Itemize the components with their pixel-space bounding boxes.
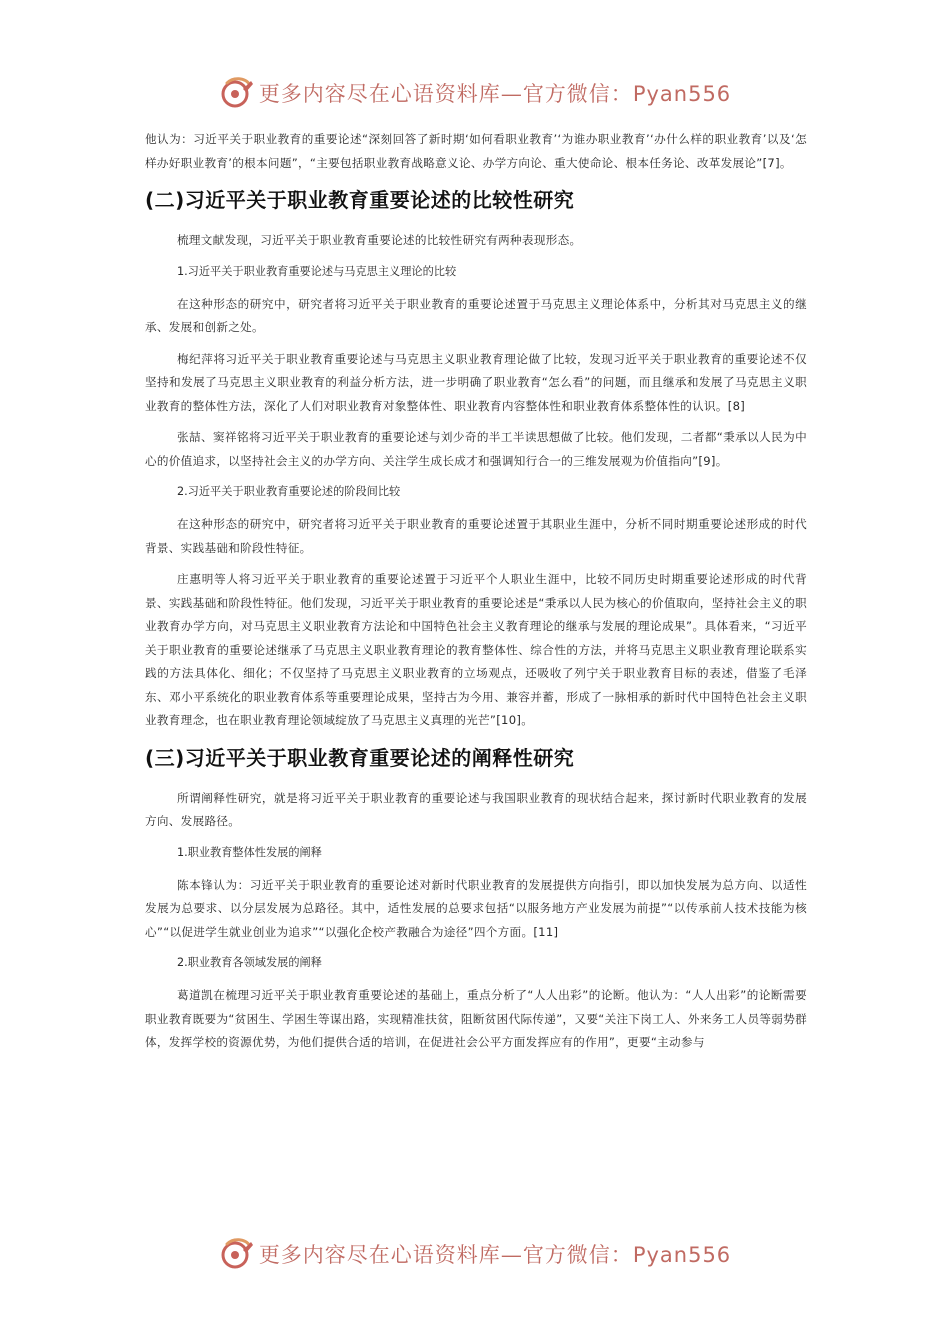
header-banner bbox=[0, 73, 950, 113]
section2-subheading-2: 2.习近平关于职业教育重要论述的阶段间比较 bbox=[177, 485, 401, 498]
section2-subheading-1: 1.习近平关于职业教育重要论述与马克思主义理论的比较 bbox=[177, 264, 457, 278]
section3-subheading-2: 2.职业教育各领域发展的阐释 bbox=[177, 956, 322, 969]
section2-sub1-paragraph-1: 在这种形态的研究中，研究者将习近平关于职业教育的重要论述置于马克思主义理论体系中，分析其对马克思主义的继承、发展和创新之处。 bbox=[145, 296, 807, 334]
section3-sub1-paragraph-1: 陈本锋认为：习近平关于职业教育的重要论述对新时代职业教育的发展提供方向指引，即以加快发展为总方向、以适性发展为总要求、以分层发展为总路径。其中，适性发展的总要求包括“以服务地方产业发展为前提”“以传承前人技术技能为核心”“以促进学生就业创业为追求”“以强化企校产教融合为途径”四个方面。[11] bbox=[145, 877, 807, 939]
section2-sub2-paragraph-2: 庄惠明等人将习近平关于职业教育的重要论述置于习近平个人职业生涯中，比较不同历史时期重要论述形成的时代背景、实践基础和阶段性特征。他们发现，习近平关于职业教育的重要论述是“秉承以人民为核心的价值取向，坚持社会主义的职业教育办学方向，对马克思主义职业教育方法论和中国特色社会主义教育理论的继承与发展的理论成果”。具体看来，“习近平关于职业教育的重要论述继承了马克思主义职业教育理论的教育整体性、综合性的方法，并将马克思主义职业教育理论联系实践的方法具体化、细化；不仅坚持了马克思主义职业教育的立场观点，还吸收了列宁关于职业教育目标的表述，借鉴了毛泽东、邓小平系统化的职业教育体系等重要理论成果，坚持古为今用、兼容并蓄，形成了一脉相承的新时代中国特色社会主义职业教育理念，也在职业教育理论领域绽放了马克思主义真理的光芒”[10]。 bbox=[145, 572, 807, 727]
section3-sub2-paragraph-1: 葛道凯在梳理习近平关于职业教育重要论述的基础上，重点分析了“人人出彩”的论断。他认为：“人人出彩”的论断需要职业教育既要为“贫困生、学困生等谋出路，实现精准扶贫，阻断贫困代际传递”，又要“关注下岗工人、外来务工人员等弱势群体，发挥学校的资源优势，为他们提供合适的培训，在促进社会公平方面发挥应有的作用”，更要“主动参与 bbox=[145, 988, 807, 1049]
section2-lead: 梳理文献发现，习近平关于职业教育重要论述的比较性研究有两种表现形态。 bbox=[177, 233, 582, 247]
intro-paragraph: 他认为：习近平关于职业教育的重要论述“深刻回答了新时期‘如何看职业教育’‘为谁办职业教育’‘办什么样的职业教育’以及‘怎样办好职业教育’的根本问题”，“主要包括职业教育战略意义论、办学方向论、重大使命论、根本任务论、改革发展论”[7]。 bbox=[145, 132, 807, 170]
section2-sub1-paragraph-2: 梅纪萍将习近平关于职业教育重要论述与马克思主义职业教育理论做了比较，发现习近平关于职业教育的重要论述不仅坚持和发展了马克思主义职业教育的利益分析方法，进一步明确了职业教育“怎么看”的问题，而且继承和发展了马克思主义职业教育的整体性方法，深化了人们对职业教育对象整体性、职业教育内容整体性和职业教育体系整体性的认识。[8] bbox=[145, 351, 807, 413]
section-heading-2: (二)习近平关于职业教育重要论述的比较性研究 bbox=[145, 188, 575, 212]
section3-lead: 所谓阐释性研究，就是将习近平关于职业教育的重要论述与我国职业教育的现状结合起来，探讨新时代职业教育的发展方向、发展路径。 bbox=[145, 790, 807, 828]
section-heading-3: (三)习近平关于职业教育重要论述的阐释性研究 bbox=[145, 745, 575, 770]
brand-logo-icon bbox=[219, 75, 255, 111]
section3-subheading-1: 1.职业教育整体性发展的阐释 bbox=[177, 845, 322, 859]
footer-banner bbox=[0, 1234, 950, 1274]
document-body bbox=[145, 128, 807, 1063]
header-banner-text: 更多内容尽在心语资料库—官方微信：Pyan556 bbox=[258, 82, 732, 106]
section2-sub1-paragraph-3: 张喆、窦祥铭将习近平关于职业教育的重要论述与刘少奇的半工半读思想做了比较。他们发现，二者都“秉承以人民为中心的价值追求，以坚持社会主义的办学方向、关注学生成长成才和强调知行合一的三维发展观为价值指向”[9]。 bbox=[145, 430, 807, 468]
brand-logo-icon bbox=[219, 1236, 255, 1272]
footer-banner-text: 更多内容尽在心语资料库—官方微信：Pyan556 bbox=[258, 1243, 732, 1267]
section2-sub2-paragraph-1: 在这种形态的研究中，研究者将习近平关于职业教育的重要论述置于其职业生涯中，分析不同时期重要论述形成的时代背景、实践基础和阶段性特征。 bbox=[145, 517, 807, 555]
